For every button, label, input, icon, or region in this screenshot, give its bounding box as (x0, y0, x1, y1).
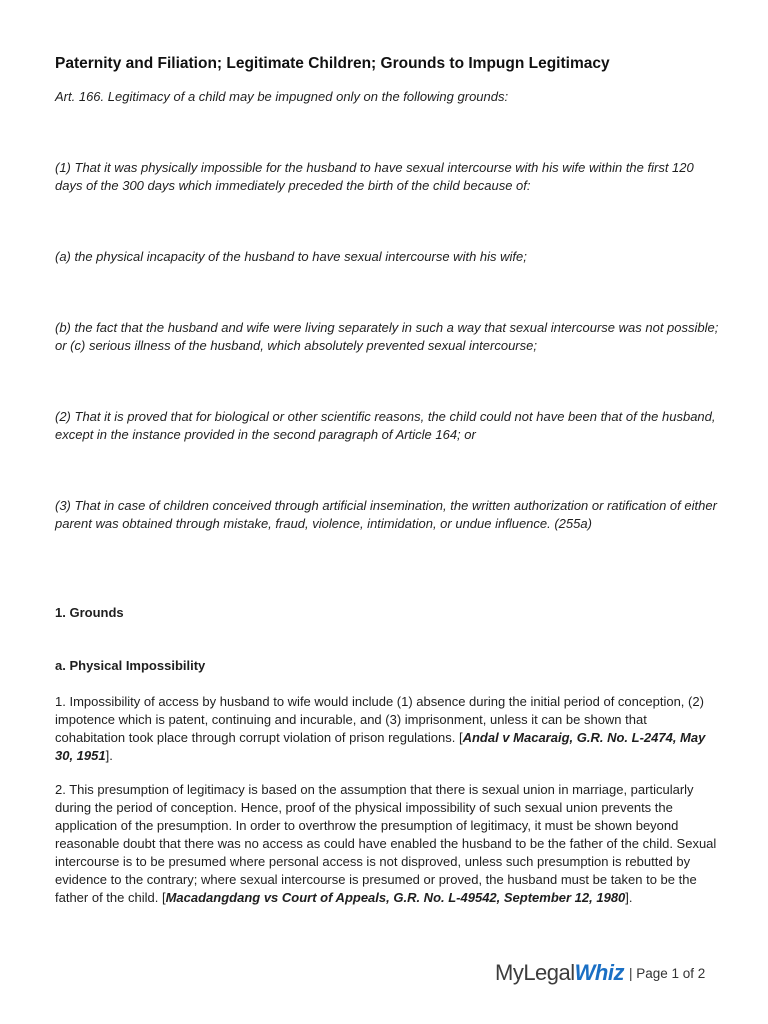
ground-1b: (b) the fact that the husband and wife were living separately in such a way that sexual intercourse was not possible; or (c) serious illness of the husband, which absolutely prevented sexual intercourse; (55, 320, 719, 353)
ground-2: (2) That it is proved that for biological or other scientific reasons, the child could not have been that of the husband, except in the instance provided in the second paragraph of Article 164; or (55, 409, 716, 442)
page-number: | Page 1 of 2 (628, 965, 706, 981)
mylegalwhiz-logo[interactable]: MyLegalWhiz (495, 960, 624, 985)
page-footer (495, 960, 705, 986)
point-1: 1. Impossibility of access by husband to wife would include (1) absence during the initial period of conception, (2) impotence which is patent, continuing and incurable, and (3) imprisonment, unless it can be shown that cohabitation took place through corrupt violation of prison regulations. [Andal v Macaraig, G.R. No. L-2474, May 30, 1951]. (55, 694, 706, 763)
case-citation: Macadangdang vs Court of Appeals, G.R. No. L-49542, September 12, 1980 (165, 890, 626, 905)
ground-1: (1) That it was physically impossible for the husband to have sexual intercourse with his wife within the first 120 days of the 300 days which immediately preceded the birth of the child because of: (55, 160, 694, 193)
ground-3: (3) That in case of children conceived through artificial insemination, the written authorization or ratification of either parent was obtained through mistake, fraud, violence, intimidation, or undue influence. (255a) (55, 498, 717, 531)
point-2: 2. This presumption of legitimacy is based on the assumption that there is sexual union in marriage, particularly during the period of conception. Hence, proof of the physical impossibility of such sexual union prevents the application of the presumption. In order to overthrow the presumption of legitimacy, it must be shown beyond reasonable doubt that there was no access as could have enabled the husband to be the father of the child. Sexual intercourse is to be presumed where personal access is not disproved, unless such presumption is rebutted by evidence to the contrary; where sexual intercourse is presumed or proved, the husband must be taken to be the father of the child. [Macadangdang vs Court of Appeals, G.R. No. L-49542, September 12, 1980]. (55, 782, 717, 905)
section-heading: 1. Grounds (55, 605, 124, 620)
article-intro: Art. 166. Legitimacy of a child may be impugned only on the following grounds: (55, 89, 509, 104)
ground-1a: (a) the physical incapacity of the husband to have sexual intercourse with his wife; (55, 249, 527, 264)
case-citation: Andal v Macaraig, G.R. No. L-2474, May 30, 1951 (55, 730, 706, 763)
subsection-heading: a. Physical Impossibility (55, 658, 206, 673)
document-title: Paternity and Filiation; Legitimate Children; Grounds to Impugn Legitimacy (55, 55, 610, 72)
